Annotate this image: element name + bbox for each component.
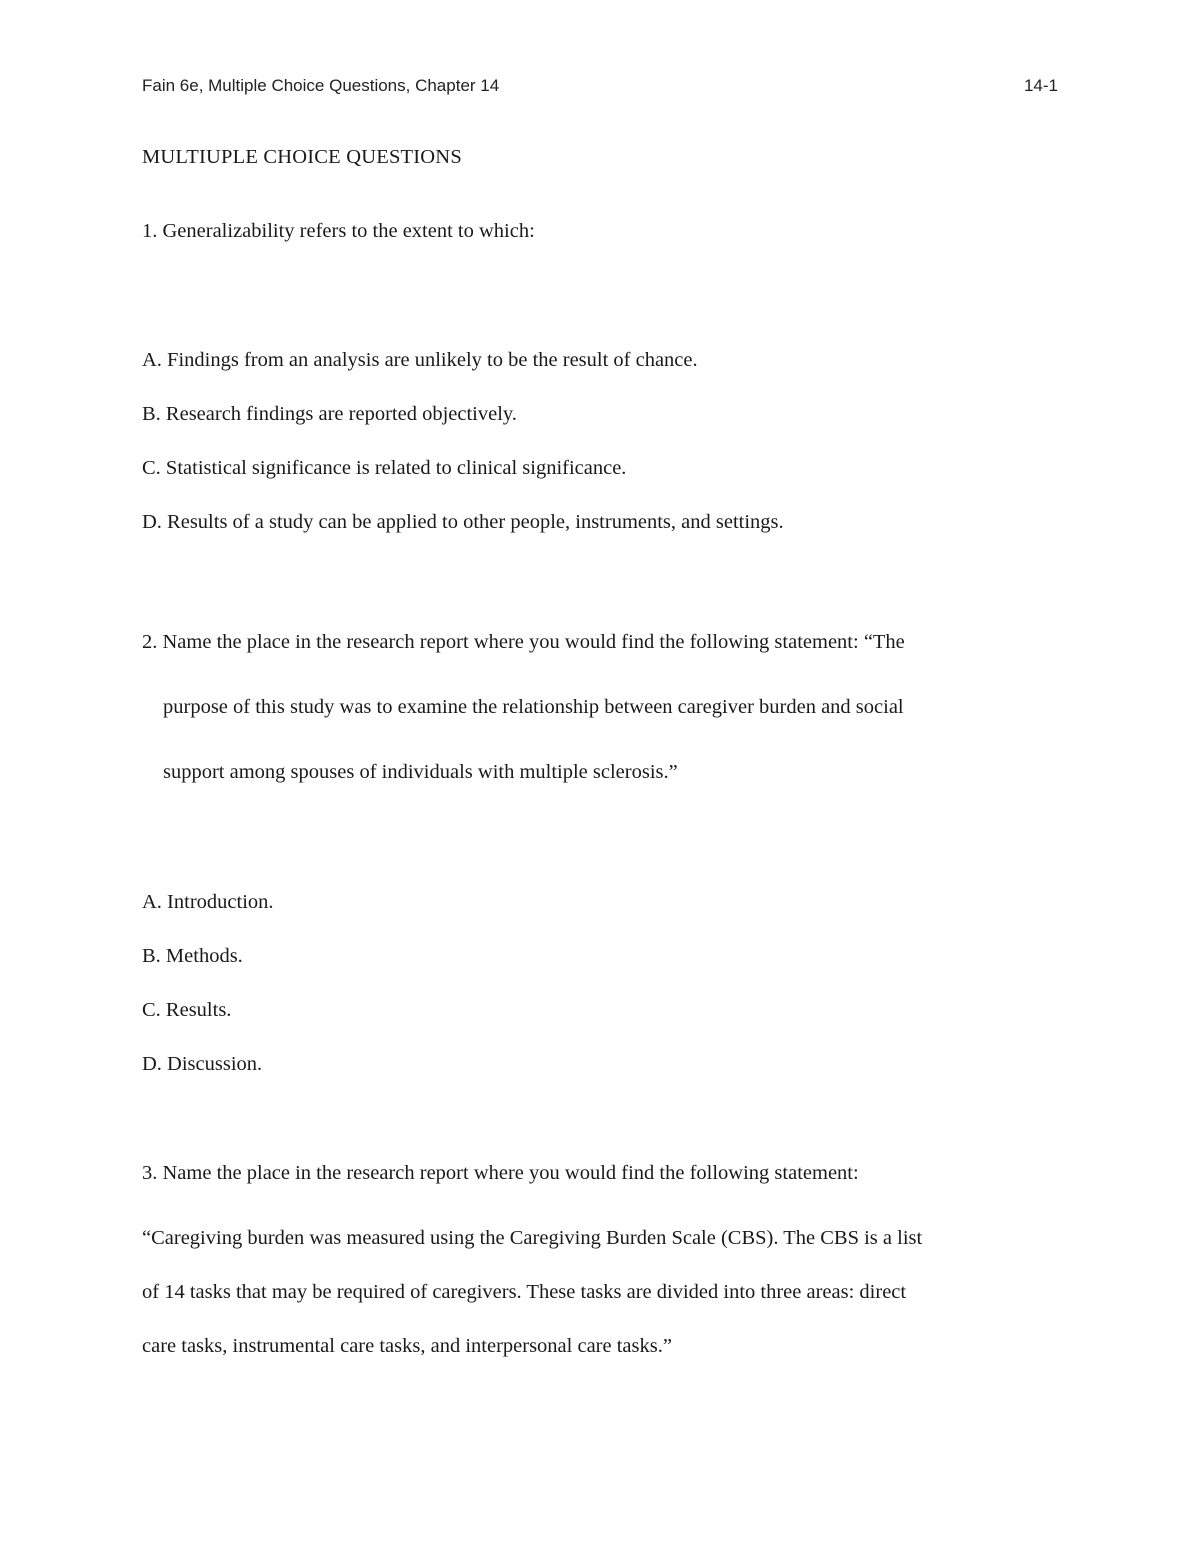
- question-2-option-b: B. Methods.: [142, 945, 243, 967]
- question-2-option-a: A. Introduction.: [142, 891, 274, 913]
- question-2-option-c: C. Results.: [142, 999, 232, 1021]
- question-3-quote-line-3: care tasks, instrumental care tasks, and interpersonal care tasks.”: [142, 1335, 672, 1357]
- question-1-option-b: B. Research findings are reported objectively.: [142, 403, 517, 425]
- question-2-stem-line-3: support among spouses of individuals with multiple sclerosis.”: [163, 761, 678, 783]
- running-header-title: Fain 6e, Multiple Choice Questions, Chapter 14: [142, 76, 500, 95]
- question-2-option-d: D. Discussion.: [142, 1053, 263, 1075]
- question-3-stem: 3. Name the place in the research report where you would find the following statement:: [142, 1162, 859, 1184]
- page-number: 14-1: [1023, 76, 1058, 95]
- question-2-stem-line-1: 2. Name the place in the research report where you would find the following statement: “The: [142, 631, 905, 653]
- question-3-quote-line-2: of 14 tasks that may be required of caregivers. These tasks are divided into three areas: direct: [142, 1281, 907, 1303]
- section-title: MULTIUPLE CHOICE QUESTIONS: [142, 146, 462, 168]
- question-2-stem-line-2: purpose of this study was to examine the relationship between caregiver burden and social: [163, 696, 904, 718]
- question-3-quote-line-1: “Caregiving burden was measured using the Caregiving Burden Scale (CBS). The CBS is a list: [142, 1227, 923, 1249]
- question-1-option-c: C. Statistical significance is related to clinical significance.: [142, 457, 627, 479]
- question-1-option-a: A. Findings from an analysis are unlikely to be the result of chance.: [142, 349, 698, 371]
- question-1-stem: 1. Generalizability refers to the extent to which:: [142, 220, 535, 242]
- question-1-option-d: D. Results of a study can be applied to other people, instruments, and settings.: [142, 511, 784, 533]
